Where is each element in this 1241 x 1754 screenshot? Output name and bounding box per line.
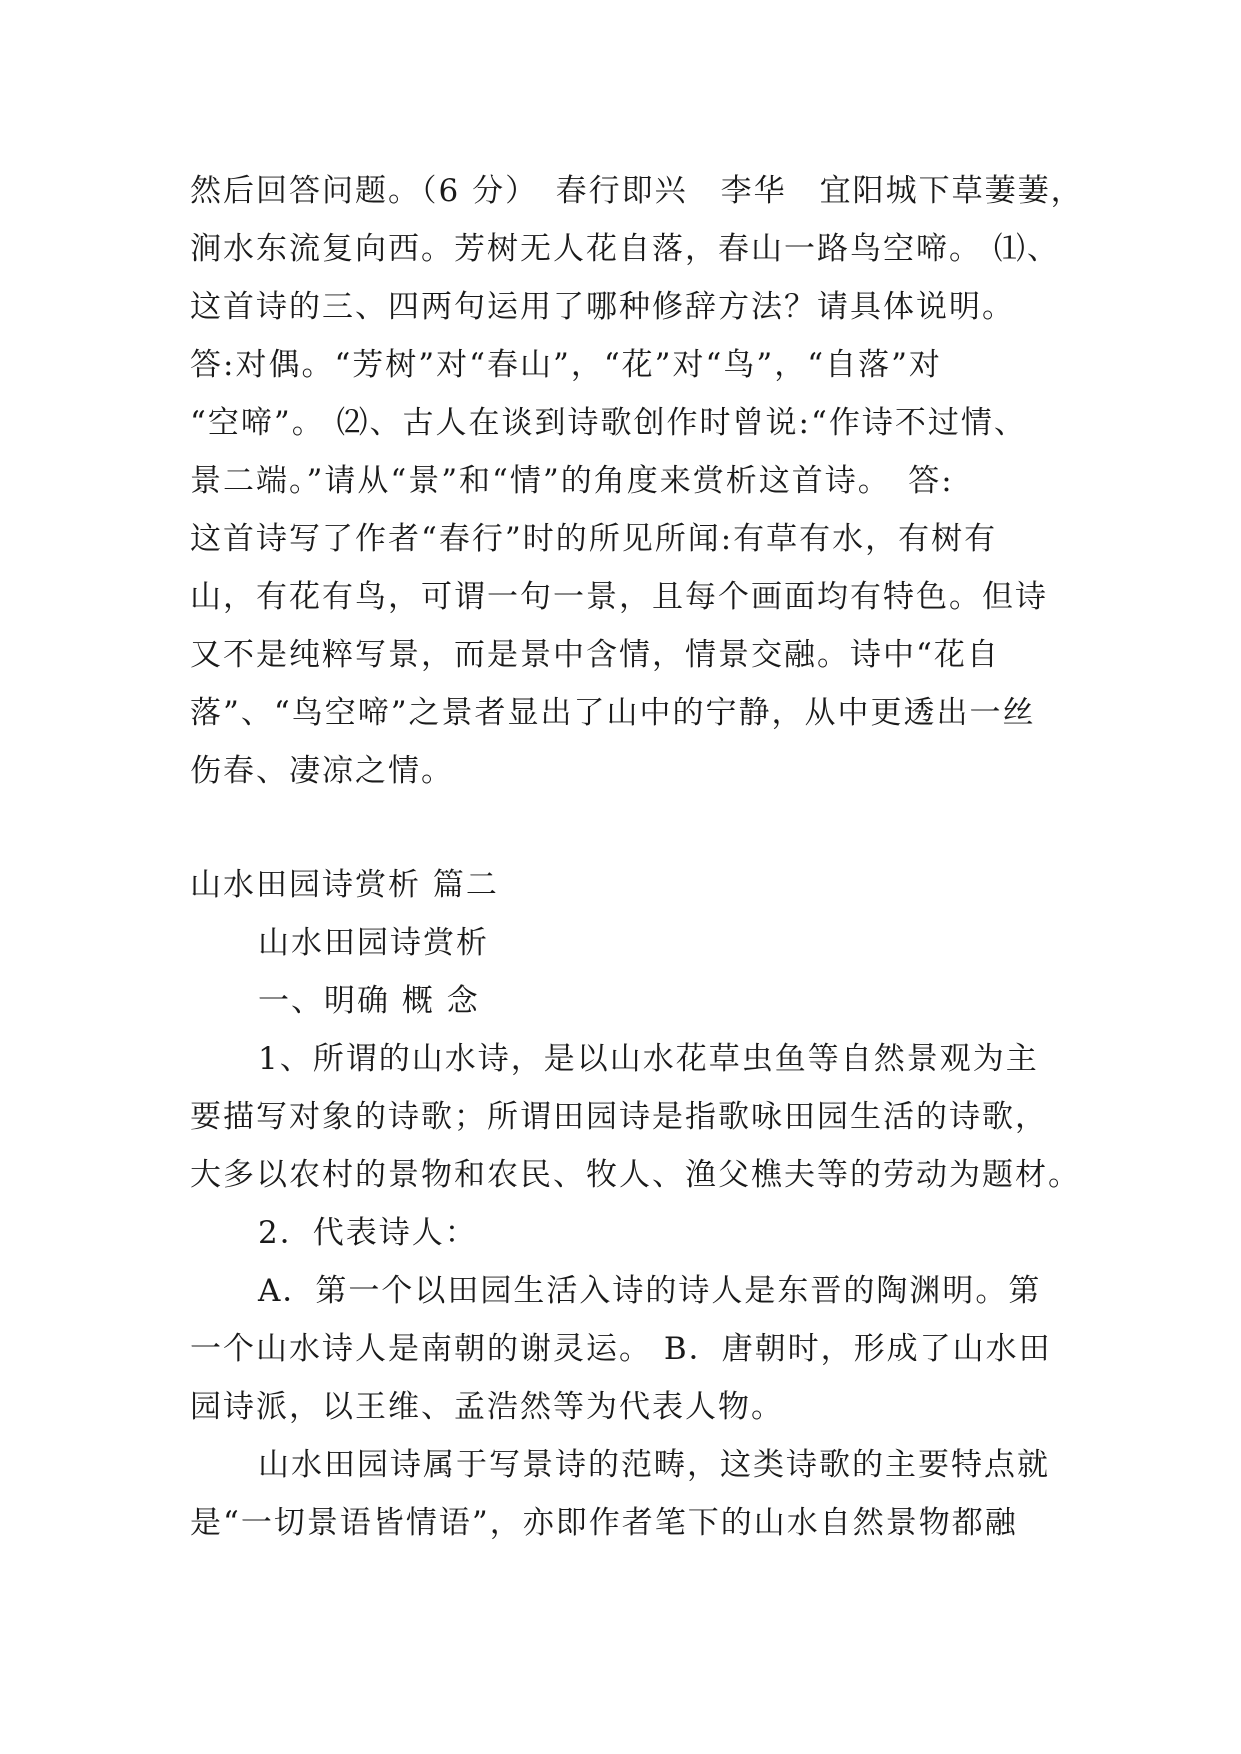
text-line: 又不是纯粹写景，而是景中含情，情景交融。诗中“花自 — [190, 637, 1000, 673]
section-heading: 山水田园诗赏析 篇二 — [190, 867, 499, 903]
text-line: “空啼”。 ⑵、古人在谈到诗歌创作时曾说:“作诗不过情、 — [190, 405, 1027, 441]
text-line: 这首诗写了作者“春行”时的所见所闻:有草有水，有树有 — [190, 521, 998, 557]
text-line: 景二端。”请从“景”和“情”的角度来赏析这首诗。 答: — [190, 463, 954, 499]
paragraph-line: 大多以农村的景物和农民、牧人、渔父樵夫等的劳动为题材。 — [190, 1157, 1081, 1193]
text-line: 山，有花有鸟，可谓一句一景，且每个画面均有特色。但诗 — [190, 579, 1048, 615]
paragraph-line: 山水田园诗属于写景诗的范畴，这类诗歌的主要特点就 — [258, 1447, 1050, 1483]
subheading: 一、明确 概 念 — [258, 983, 480, 1019]
section-one — [190, 162, 1084, 800]
text-line: 这首诗的三、四两句运用了哪种修辞方法？请具体说明。 — [190, 289, 1015, 325]
paragraph-line: 要描写对象的诗歌；所谓田园诗是指歌咏田园生活的诗歌， — [190, 1099, 1048, 1135]
article-title: 山水田园诗赏析 — [258, 925, 489, 961]
text-line: 落”、“鸟空啼”之景者显出了山中的宁静，从中更透出一丝 — [190, 695, 1036, 731]
paragraph-line: 是“一切景语皆情语”，亦即作者笔下的山水自然景物都融 — [190, 1505, 1018, 1541]
text-line: 答:对偶。“芳树”对“春山”，“花”对“鸟”，“自落”对 — [190, 347, 942, 383]
section-two — [190, 856, 1081, 1552]
text-line: 伤春、凄凉之情。 — [190, 753, 454, 789]
text-line: 涧水东流复向西。芳树无人花自落，春山一路鸟空啼。 ⑴、 — [190, 231, 1060, 267]
text-line: 然后回答问题。（6 分） 春行即兴 李华 宜阳城下草萋萋， — [190, 173, 1084, 209]
paragraph-line: 一个山水诗人是南朝的谢灵运。 B．唐朝时，形成了山水田 — [190, 1331, 1052, 1367]
paragraph-line: 园诗派，以王维、孟浩然等为代表人物。 — [190, 1389, 784, 1425]
paragraph-line: 1、所谓的山水诗，是以山水花草虫鱼等自然景观为主 — [258, 1041, 1039, 1077]
paragraph-line: A．第一个以田园生活入诗的诗人是东晋的陶渊明。第 — [258, 1273, 1042, 1309]
list-item: 2．代表诗人： — [258, 1215, 478, 1251]
